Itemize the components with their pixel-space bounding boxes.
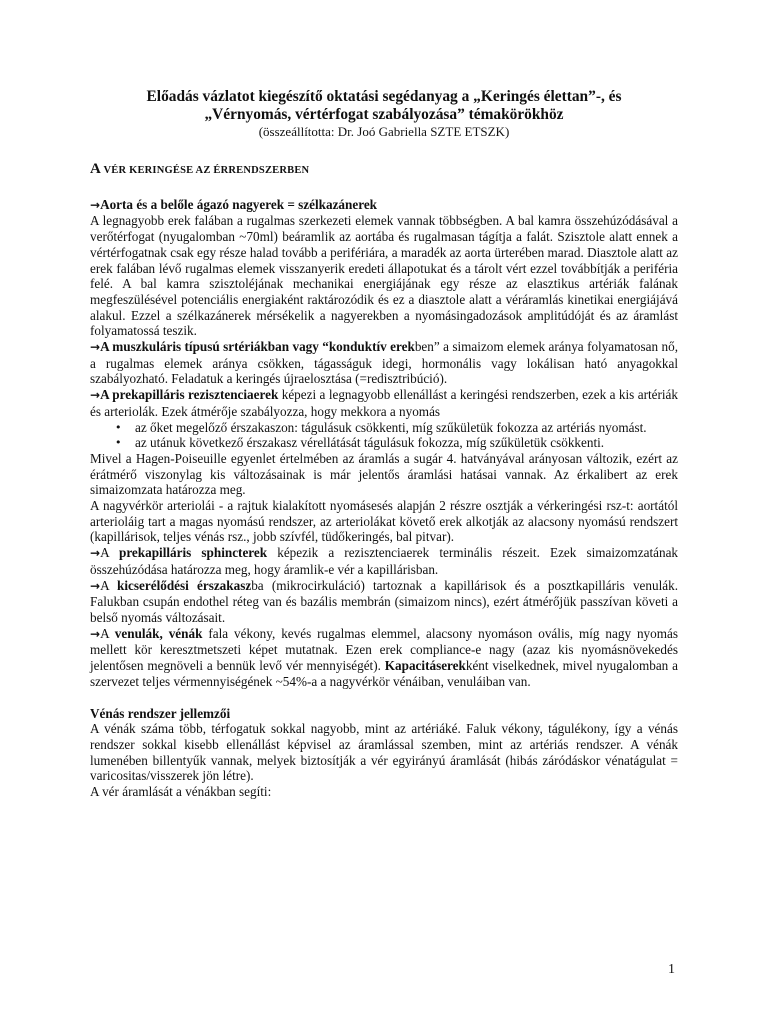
right-arrow-icon: → (90, 546, 101, 561)
muscular-arteries-heading-tail: ben” (414, 339, 440, 355)
document-title-line-1: Előadás vázlatot kiegészítő oktatási segédanyag a „Keringés élettan”-, és (146, 88, 622, 105)
right-arrow-icon: → (90, 626, 101, 641)
paragraph-hagen-poiseuille: Mivel a Hagen-Poiseuille egyenlet értelmében az áramlás a sugár 4. hatványával arányosan változik, ezért az érátmérő viszonylag kis változásainak is már jelentős áramlási hatásai vannak. Az érkalibert az erek simaizomzata határozza meg. (90, 450, 678, 498)
paragraph-precapillary-resistance (90, 387, 678, 419)
list-item (115, 435, 678, 451)
venules-heading: venulák, vénák (114, 625, 203, 641)
paragraph-aorta-text: A legnagyobb erek falában a rugalmas szerkezeti elemek vannak többségben. A bal kamra összehúzódásával a verőtérfogat (nyugalomban ~70ml) beáramlik az aortába és rugalmasan tágítja a falát. Szisztole alatt ennek a vértérfogatnak csak egy része halad tovább a perifériára, a maradék az aorta ürterében marad. Diasztole alatt az erek falában lévő rugalmas elemek visszanyerik eredeti állapotukat és a tárolt vért ezzel továbbítják a periféria felé. A bal kamra szisztoléjának mechanikai energiájának egy része az elasztikus artériák falának megfeszülésével potenciális energiaként raktározódik és ez a diasztole alatt a véráramlás kinetikai energiájává alakul. Ezzel a szélkazánerek mérsékelik a nagyerekben a nyomásingadozások amplitúdóját és az áramlást folyamatossá teszik. (90, 213, 678, 339)
list-item-text: az őket megelőző érszakaszon: tágulásuk csökkenti, míg szűkületük fokozza az artériás nyomást. (135, 419, 647, 435)
section-heading-rest: VÉR KERINGÉSE AZ ÉRRENDSZERBEN (100, 165, 310, 176)
sphincters-heading: prekapilláris sphincterek (118, 545, 268, 561)
aorta-heading: Aorta és a belőle ágazó nagyerek = szélkazánerek (100, 196, 378, 212)
paragraph-arterioles: A nagyvérkör arteriolái - a rajtuk kialakított nyomásesés alapján 2 részre osztják a vérkeringési rsz-t: aortától arterioláig tart a magas nyomású rendszer, az arteriolákat követő erek alkotják az alacsony nyomású rendszert (kapillárisok, teljes vénás rsz., jobb szívfél, tüdőkeringés, bal pitvar). (90, 498, 678, 545)
paragraph-venous-flow-aids: A vér áramlását a vénákban segíti: (90, 784, 272, 800)
section-heading-initial: A (90, 161, 101, 177)
exchange-text: ba (mikrocirkuláció) tartoznak a kapillárisok és a posztkapilláris venulák. Falukban csupán endothel réteg van és bazális membrán (simaizom nincs), ezért átmérőjük passzívan követi a belső nyomás változásait. (90, 577, 679, 625)
venules-text: fala vékony, kevés rugalmas elemmel, alacsony nyomáson ovális, míg nagy nyomás mellett kör keresztmetszeti képet mutatnak. Ezen erek compliance-e nagy (azaz kis nyomásnövekedés jelentősen megnöveli a bennük levő vér mennyiségét). (90, 625, 678, 674)
venous-system-heading-text: Vénás rendszer jellemzői (90, 705, 231, 721)
page-number: 1 (668, 962, 675, 977)
muscular-arteries-text: a simaizom elemek aránya folyamatosan nő, a rugalmas elemek aránya csökken, tágasságuk idegi, hormonális vagy lokálisan ható anyagokkal szabályozható. Feladatuk a keringés újraelosztása (=redisztribúció). (90, 339, 678, 387)
right-arrow-icon: → (90, 578, 101, 593)
precapillary-resistance-text: képezi a legnagyobb ellenállást a keringési rendszerben, ezek a kis artériák és arteriolák. Ezek átmérője szabályozza, hogy mekkora a nyomás (90, 387, 678, 419)
capacitance-vessels-text: ként viselkednek, mivel nyugalomban a szervezet teljes vérmennyiségének ~54%-a a nagyvérkör vénáiban, venuláiban van. (90, 658, 678, 689)
section-heading-blood-circulation (90, 161, 678, 179)
right-arrow-icon: → (90, 197, 101, 212)
paragraph-venules-veins (90, 626, 678, 690)
sphincters-prefix: A (100, 545, 119, 561)
spacer (90, 690, 678, 706)
muscular-arteries-heading: A muszkuláris típusú srtériákban vagy “konduktív erek (100, 339, 415, 355)
paragraph-precapillary-sphincters (90, 545, 678, 577)
paragraph-aorta-heading (90, 197, 678, 214)
right-arrow-icon: → (90, 388, 101, 403)
pressure-bullet-list (90, 420, 678, 451)
document-subtitle: (összeállította: Dr. Joó Gabriella SZTE ETSZK) (258, 124, 510, 139)
precapillary-resistance-heading: A prekapilláris rezisztenciaerek (100, 387, 279, 403)
list-item-text: az utánuk következő érszakasz vérellátását tágulásuk fokozza, míg szűkületük csökkenti. (135, 435, 605, 451)
venules-prefix: A (100, 625, 115, 641)
capacitance-vessels-term: Kapacitáserek (384, 658, 466, 674)
venous-system-heading (90, 706, 678, 722)
exchange-heading: kicserélődési érszakasz (117, 577, 252, 593)
paragraph-exchange-segment (90, 578, 678, 626)
paragraph-venous-system: A vénák száma több, térfogatuk sokkal nagyobb, mint az artériáké. Faluk vékony, tágulékony, így a vénás rendszer sokkal kisebb ellenállást képvisel az áramlással szemben, mint az artériás rendszer. A vénák lumenében billentyűk vannak, melyek biztosítják a vér egyirányú áramlását (hibás záródáskor vénatágulat = varicositas/visszerek jön létre). (90, 721, 678, 784)
list-item (115, 419, 678, 436)
exchange-prefix: A (100, 577, 118, 593)
bullet-icon: • (115, 420, 122, 434)
paragraph-muscular-arteries (90, 339, 678, 387)
bullet-icon: • (115, 436, 122, 450)
document-page (90, 88, 678, 800)
document-title-line-2: „Vérnyomás, vértérfogat szabályozása” témakörökhöz (204, 106, 564, 123)
sphincters-text: képezik a rezisztenciaerek terminális részeit. Ezek simaizomzatának összehúzódása határozza meg, hogy áramlik-e vér a kapillárisban. (90, 545, 679, 577)
right-arrow-icon: → (90, 340, 101, 355)
